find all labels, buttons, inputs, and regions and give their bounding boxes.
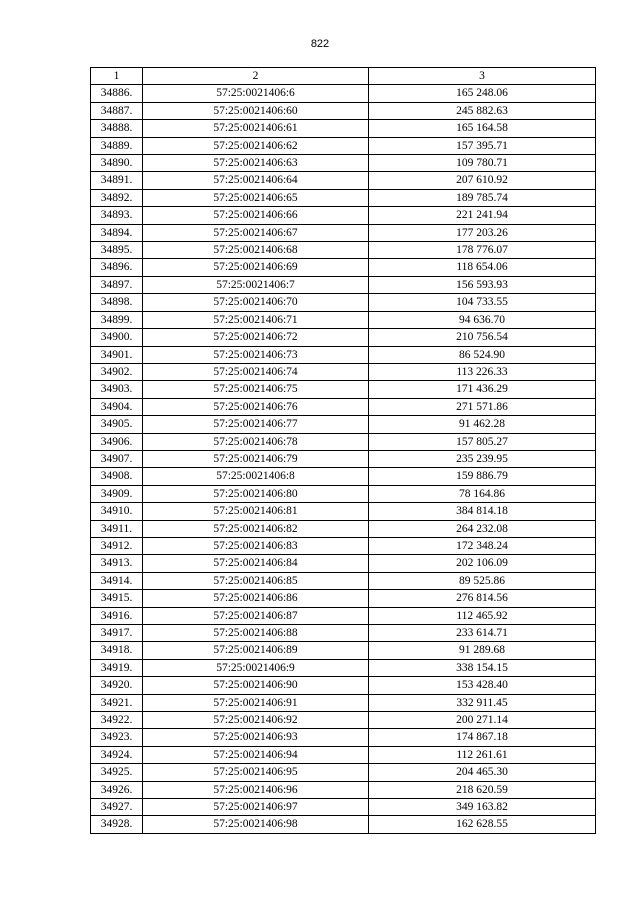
table-row <box>91 781 596 798</box>
cadastral-number-cell: 57:25:0021406:79 <box>143 450 369 467</box>
cadastral-number-cell: 57:25:0021406:84 <box>143 555 369 572</box>
table-row <box>91 189 596 206</box>
value-cell: 118 654.06 <box>369 259 596 276</box>
row-number-cell: 34904. <box>91 398 143 415</box>
table-row <box>91 816 596 833</box>
table-row <box>91 398 596 415</box>
value-cell: 204 465.30 <box>369 764 596 781</box>
page-number: 822 <box>310 38 330 50</box>
table-row <box>91 503 596 520</box>
value-cell: 384 814.18 <box>369 503 596 520</box>
value-cell: 89 525.86 <box>369 572 596 589</box>
row-number-cell: 34927. <box>91 799 143 816</box>
value-cell: 157 395.71 <box>369 137 596 154</box>
value-cell: 177 203.26 <box>369 224 596 241</box>
row-number-cell: 34920. <box>91 677 143 694</box>
table-row <box>91 642 596 659</box>
value-cell: 264 232.08 <box>369 520 596 537</box>
table-row <box>91 694 596 711</box>
cadastral-number-cell: 57:25:0021406:78 <box>143 433 369 450</box>
value-cell: 91 289.68 <box>369 642 596 659</box>
cadastral-number-cell: 57:25:0021406:63 <box>143 155 369 172</box>
row-number-cell: 34898. <box>91 294 143 311</box>
table-row <box>91 764 596 781</box>
value-cell: 94 636.70 <box>369 311 596 328</box>
row-number-cell: 34887. <box>91 102 143 119</box>
cadastral-number-cell: 57:25:0021406:9 <box>143 659 369 676</box>
value-cell: 113 226.33 <box>369 363 596 380</box>
cadastral-number-cell: 57:25:0021406:82 <box>143 520 369 537</box>
row-number-cell: 34923. <box>91 729 143 746</box>
cadastral-number-cell: 57:25:0021406:85 <box>143 572 369 589</box>
table-row <box>91 294 596 311</box>
value-cell: 202 106.09 <box>369 555 596 572</box>
cadastral-number-cell: 57:25:0021406:67 <box>143 224 369 241</box>
value-cell: 112 465.92 <box>369 607 596 624</box>
cadastral-number-cell: 57:25:0021406:91 <box>143 694 369 711</box>
cadastral-number-cell: 57:25:0021406:71 <box>143 311 369 328</box>
cadastral-number-cell: 57:25:0021406:83 <box>143 537 369 554</box>
cadastral-number-cell: 57:25:0021406:94 <box>143 746 369 763</box>
table-row <box>91 537 596 554</box>
table-row <box>91 172 596 189</box>
row-number-cell: 34892. <box>91 189 143 206</box>
row-number-cell: 34909. <box>91 485 143 502</box>
cadastral-number-cell: 57:25:0021406:74 <box>143 363 369 380</box>
table-body <box>91 85 596 833</box>
value-cell: 210 756.54 <box>369 329 596 346</box>
row-number-cell: 34897. <box>91 276 143 293</box>
value-cell: 109 780.71 <box>369 155 596 172</box>
cadastral-number-cell: 57:25:0021406:87 <box>143 607 369 624</box>
value-cell: 200 271.14 <box>369 712 596 729</box>
table-row <box>91 329 596 346</box>
row-number-cell: 34900. <box>91 329 143 346</box>
cadastral-number-cell: 57:25:0021406:62 <box>143 137 369 154</box>
table-row <box>91 433 596 450</box>
cadastral-number-cell: 57:25:0021406:73 <box>143 346 369 363</box>
row-number-cell: 34911. <box>91 520 143 537</box>
table-row <box>91 85 596 102</box>
cadastral-number-cell: 57:25:0021406:70 <box>143 294 369 311</box>
row-number-cell: 34910. <box>91 503 143 520</box>
table-row <box>91 555 596 572</box>
value-cell: 78 164.86 <box>369 485 596 502</box>
table-row <box>91 137 596 154</box>
value-cell: 165 164.58 <box>369 120 596 137</box>
value-cell: 157 805.27 <box>369 433 596 450</box>
cadastral-number-cell: 57:25:0021406:6 <box>143 85 369 102</box>
value-cell: 165 248.06 <box>369 85 596 102</box>
cadastral-number-cell: 57:25:0021406:80 <box>143 485 369 502</box>
table-row <box>91 799 596 816</box>
value-cell: 233 614.71 <box>369 625 596 642</box>
row-number-cell: 34917. <box>91 625 143 642</box>
row-number-cell: 34913. <box>91 555 143 572</box>
row-number-cell: 34926. <box>91 781 143 798</box>
column-header-2: 2 <box>143 68 369 85</box>
value-cell: 245 882.63 <box>369 102 596 119</box>
table-row <box>91 259 596 276</box>
table-row <box>91 311 596 328</box>
table-row <box>91 102 596 119</box>
cadastral-number-cell: 57:25:0021406:88 <box>143 625 369 642</box>
row-number-cell: 34907. <box>91 450 143 467</box>
row-number-cell: 34890. <box>91 155 143 172</box>
table-row <box>91 572 596 589</box>
row-number-cell: 34894. <box>91 224 143 241</box>
table-row <box>91 520 596 537</box>
table-row <box>91 416 596 433</box>
cadastral-number-cell: 57:25:0021406:89 <box>143 642 369 659</box>
value-cell: 276 814.56 <box>369 590 596 607</box>
row-number-cell: 34921. <box>91 694 143 711</box>
row-number-cell: 34889. <box>91 137 143 154</box>
cadastral-number-cell: 57:25:0021406:60 <box>143 102 369 119</box>
value-cell: 172 348.24 <box>369 537 596 554</box>
column-header-1: 1 <box>91 68 143 85</box>
row-number-cell: 34916. <box>91 607 143 624</box>
table-row <box>91 590 596 607</box>
table-row <box>91 485 596 502</box>
table-header-row <box>91 68 596 85</box>
value-cell: 162 628.55 <box>369 816 596 833</box>
row-number-cell: 34896. <box>91 259 143 276</box>
row-number-cell: 34902. <box>91 363 143 380</box>
row-number-cell: 34903. <box>91 381 143 398</box>
value-cell: 332 911.45 <box>369 694 596 711</box>
table-row <box>91 729 596 746</box>
value-cell: 174 867.18 <box>369 729 596 746</box>
row-number-cell: 34915. <box>91 590 143 607</box>
row-number-cell: 34888. <box>91 120 143 137</box>
value-cell: 104 733.55 <box>369 294 596 311</box>
table-row <box>91 607 596 624</box>
table-row <box>91 468 596 485</box>
cadastral-number-cell: 57:25:0021406:75 <box>143 381 369 398</box>
table-row <box>91 120 596 137</box>
row-number-cell: 34906. <box>91 433 143 450</box>
value-cell: 207 610.92 <box>369 172 596 189</box>
row-number-cell: 34925. <box>91 764 143 781</box>
table-row <box>91 276 596 293</box>
cadastral-number-cell: 57:25:0021406:90 <box>143 677 369 694</box>
value-cell: 171 436.29 <box>369 381 596 398</box>
cadastral-number-cell: 57:25:0021406:66 <box>143 207 369 224</box>
row-number-cell: 34912. <box>91 537 143 554</box>
table-row <box>91 450 596 467</box>
row-number-cell: 34905. <box>91 416 143 433</box>
row-number-cell: 34895. <box>91 242 143 259</box>
cadastral-number-cell: 57:25:0021406:81 <box>143 503 369 520</box>
value-cell: 153 428.40 <box>369 677 596 694</box>
value-cell: 178 776.07 <box>369 242 596 259</box>
value-cell: 189 785.74 <box>369 189 596 206</box>
cadastral-number-cell: 57:25:0021406:61 <box>143 120 369 137</box>
value-cell: 221 241.94 <box>369 207 596 224</box>
cadastral-number-cell: 57:25:0021406:7 <box>143 276 369 293</box>
cadastral-number-cell: 57:25:0021406:96 <box>143 781 369 798</box>
table-row <box>91 381 596 398</box>
row-number-cell: 34918. <box>91 642 143 659</box>
table-row <box>91 155 596 172</box>
cadastral-number-cell: 57:25:0021406:86 <box>143 590 369 607</box>
data-table <box>90 67 596 834</box>
value-cell: 91 462.28 <box>369 416 596 433</box>
row-number-cell: 34922. <box>91 712 143 729</box>
row-number-cell: 34886. <box>91 85 143 102</box>
cadastral-number-cell: 57:25:0021406:76 <box>143 398 369 415</box>
cadastral-number-cell: 57:25:0021406:77 <box>143 416 369 433</box>
table-row <box>91 363 596 380</box>
row-number-cell: 34919. <box>91 659 143 676</box>
row-number-cell: 34924. <box>91 746 143 763</box>
cadastral-number-cell: 57:25:0021406:64 <box>143 172 369 189</box>
cadastral-number-cell: 57:25:0021406:93 <box>143 729 369 746</box>
value-cell: 338 154.15 <box>369 659 596 676</box>
cadastral-number-cell: 57:25:0021406:69 <box>143 259 369 276</box>
cadastral-number-cell: 57:25:0021406:97 <box>143 799 369 816</box>
row-number-cell: 34899. <box>91 311 143 328</box>
value-cell: 271 571.86 <box>369 398 596 415</box>
cadastral-number-cell: 57:25:0021406:95 <box>143 764 369 781</box>
table-row <box>91 712 596 729</box>
table-row <box>91 746 596 763</box>
cadastral-number-cell: 57:25:0021406:98 <box>143 816 369 833</box>
cadastral-number-cell: 57:25:0021406:65 <box>143 189 369 206</box>
cadastral-number-cell: 57:25:0021406:8 <box>143 468 369 485</box>
value-cell: 112 261.61 <box>369 746 596 763</box>
cadastral-number-cell: 57:25:0021406:92 <box>143 712 369 729</box>
row-number-cell: 34891. <box>91 172 143 189</box>
table-row <box>91 659 596 676</box>
table-row <box>91 677 596 694</box>
table-row <box>91 207 596 224</box>
row-number-cell: 34914. <box>91 572 143 589</box>
value-cell: 86 524.90 <box>369 346 596 363</box>
value-cell: 218 620.59 <box>369 781 596 798</box>
row-number-cell: 34901. <box>91 346 143 363</box>
row-number-cell: 34908. <box>91 468 143 485</box>
value-cell: 156 593.93 <box>369 276 596 293</box>
value-cell: 235 239.95 <box>369 450 596 467</box>
table-row <box>91 242 596 259</box>
row-number-cell: 34928. <box>91 816 143 833</box>
cadastral-number-cell: 57:25:0021406:72 <box>143 329 369 346</box>
table-row <box>91 224 596 241</box>
value-cell: 349 163.82 <box>369 799 596 816</box>
table-row <box>91 346 596 363</box>
row-number-cell: 34893. <box>91 207 143 224</box>
cadastral-number-cell: 57:25:0021406:68 <box>143 242 369 259</box>
column-header-3: 3 <box>369 68 596 85</box>
value-cell: 159 886.79 <box>369 468 596 485</box>
table-row <box>91 625 596 642</box>
